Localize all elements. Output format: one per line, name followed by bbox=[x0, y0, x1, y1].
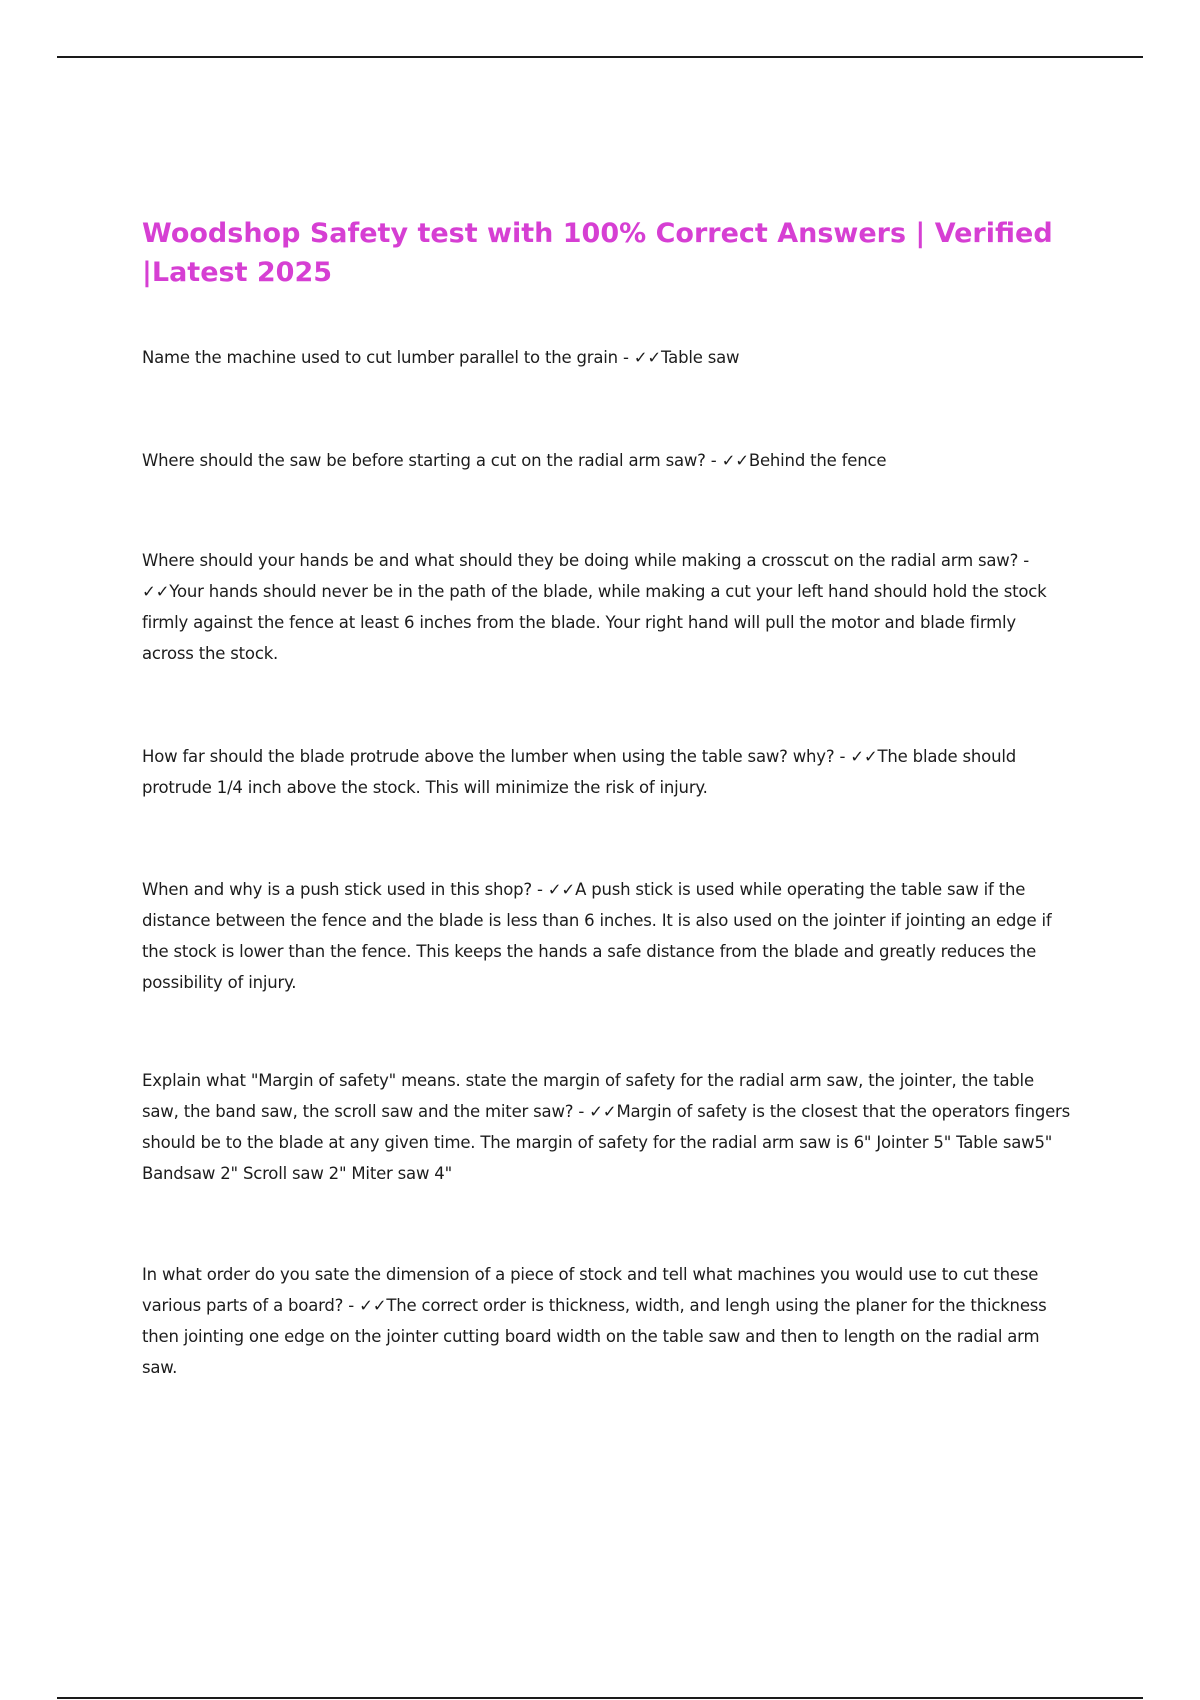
qa-item bbox=[142, 741, 1072, 803]
question-text: Explain what "Margin of safety" means. state the margin of safety for the radial arm saw, the jointer, the table saw, the band saw, the scroll saw and the miter saw? - bbox=[142, 1071, 1034, 1121]
answer-text: Margin of safety is the closest that the operators fingers should be to the blade at any given time. The margin of safety for the radial arm saw is 6" Jointer 5" Table saw5" Bandsaw 2" Scroll saw 2" Miter saw 4" bbox=[142, 1102, 1071, 1183]
answer-text: Table saw bbox=[661, 348, 740, 367]
checkmark-icon: ✓✓ bbox=[850, 747, 878, 766]
footer-rule bbox=[57, 1697, 1143, 1699]
checkmark-icon: ✓✓ bbox=[589, 1102, 617, 1121]
document-title: Woodshop Safety test with 100% Correct Answers | Verified |Latest 2025 bbox=[142, 218, 1053, 288]
checkmark-icon: ✓✓ bbox=[633, 348, 662, 367]
answer-text: Your hands should never be in the path of the blade, while making a cut your left hand should hold the stock firmly against the fence at least 6 inches from the blade. Your right hand will pull the motor and blade firmly across the stock. bbox=[142, 582, 1047, 663]
question-text: Name the machine used to cut lumber parallel to the grain - bbox=[142, 348, 634, 367]
checkmark-icon: ✓✓ bbox=[721, 451, 749, 470]
checkmark-icon: ✓✓ bbox=[359, 1296, 387, 1315]
qa-item bbox=[142, 445, 1072, 476]
qa-item bbox=[142, 342, 1072, 373]
qa-item bbox=[142, 1259, 1072, 1383]
answer-text: The blade should protrude 1/4 inch above the stock. This will minimize the risk of injury. bbox=[142, 747, 1016, 797]
answer-text: A push stick is used while operating the table saw if the distance between the fence and the blade is less than 6 inches. It is also used on the jointer if jointing an edge if the stock is lower than the fence. This keeps the hands a safe distance from the blade and greatly reduces the possibility of injury. bbox=[142, 880, 1052, 992]
qa-item bbox=[142, 545, 1072, 669]
header-rule bbox=[57, 56, 1143, 58]
question-text: When and why is a push stick used in this shop? - bbox=[142, 880, 548, 899]
answer-text: The correct order is thickness, width, and lengh using the planer for the thickness then jointing one edge on the jointer cutting board width on the table saw and then to length on the radial arm saw. bbox=[142, 1296, 1047, 1377]
qa-item bbox=[142, 1065, 1072, 1189]
question-text: Where should the saw be before starting a cut on the radial arm saw? - bbox=[142, 451, 722, 470]
qa-item bbox=[142, 874, 1072, 998]
question-text: In what order do you sate the dimension of a piece of stock and tell what machines you would use to cut these various parts of a board? - bbox=[142, 1265, 1039, 1315]
checkmark-icon: ✓✓ bbox=[142, 582, 170, 601]
question-text: Where should your hands be and what should they be doing while making a crosscut on the radial arm saw? - bbox=[142, 551, 1029, 570]
answer-text: Behind the fence bbox=[748, 451, 887, 470]
question-text: How far should the blade protrude above the lumber when using the table saw? why? - bbox=[142, 747, 851, 766]
checkmark-icon: ✓✓ bbox=[547, 880, 576, 899]
